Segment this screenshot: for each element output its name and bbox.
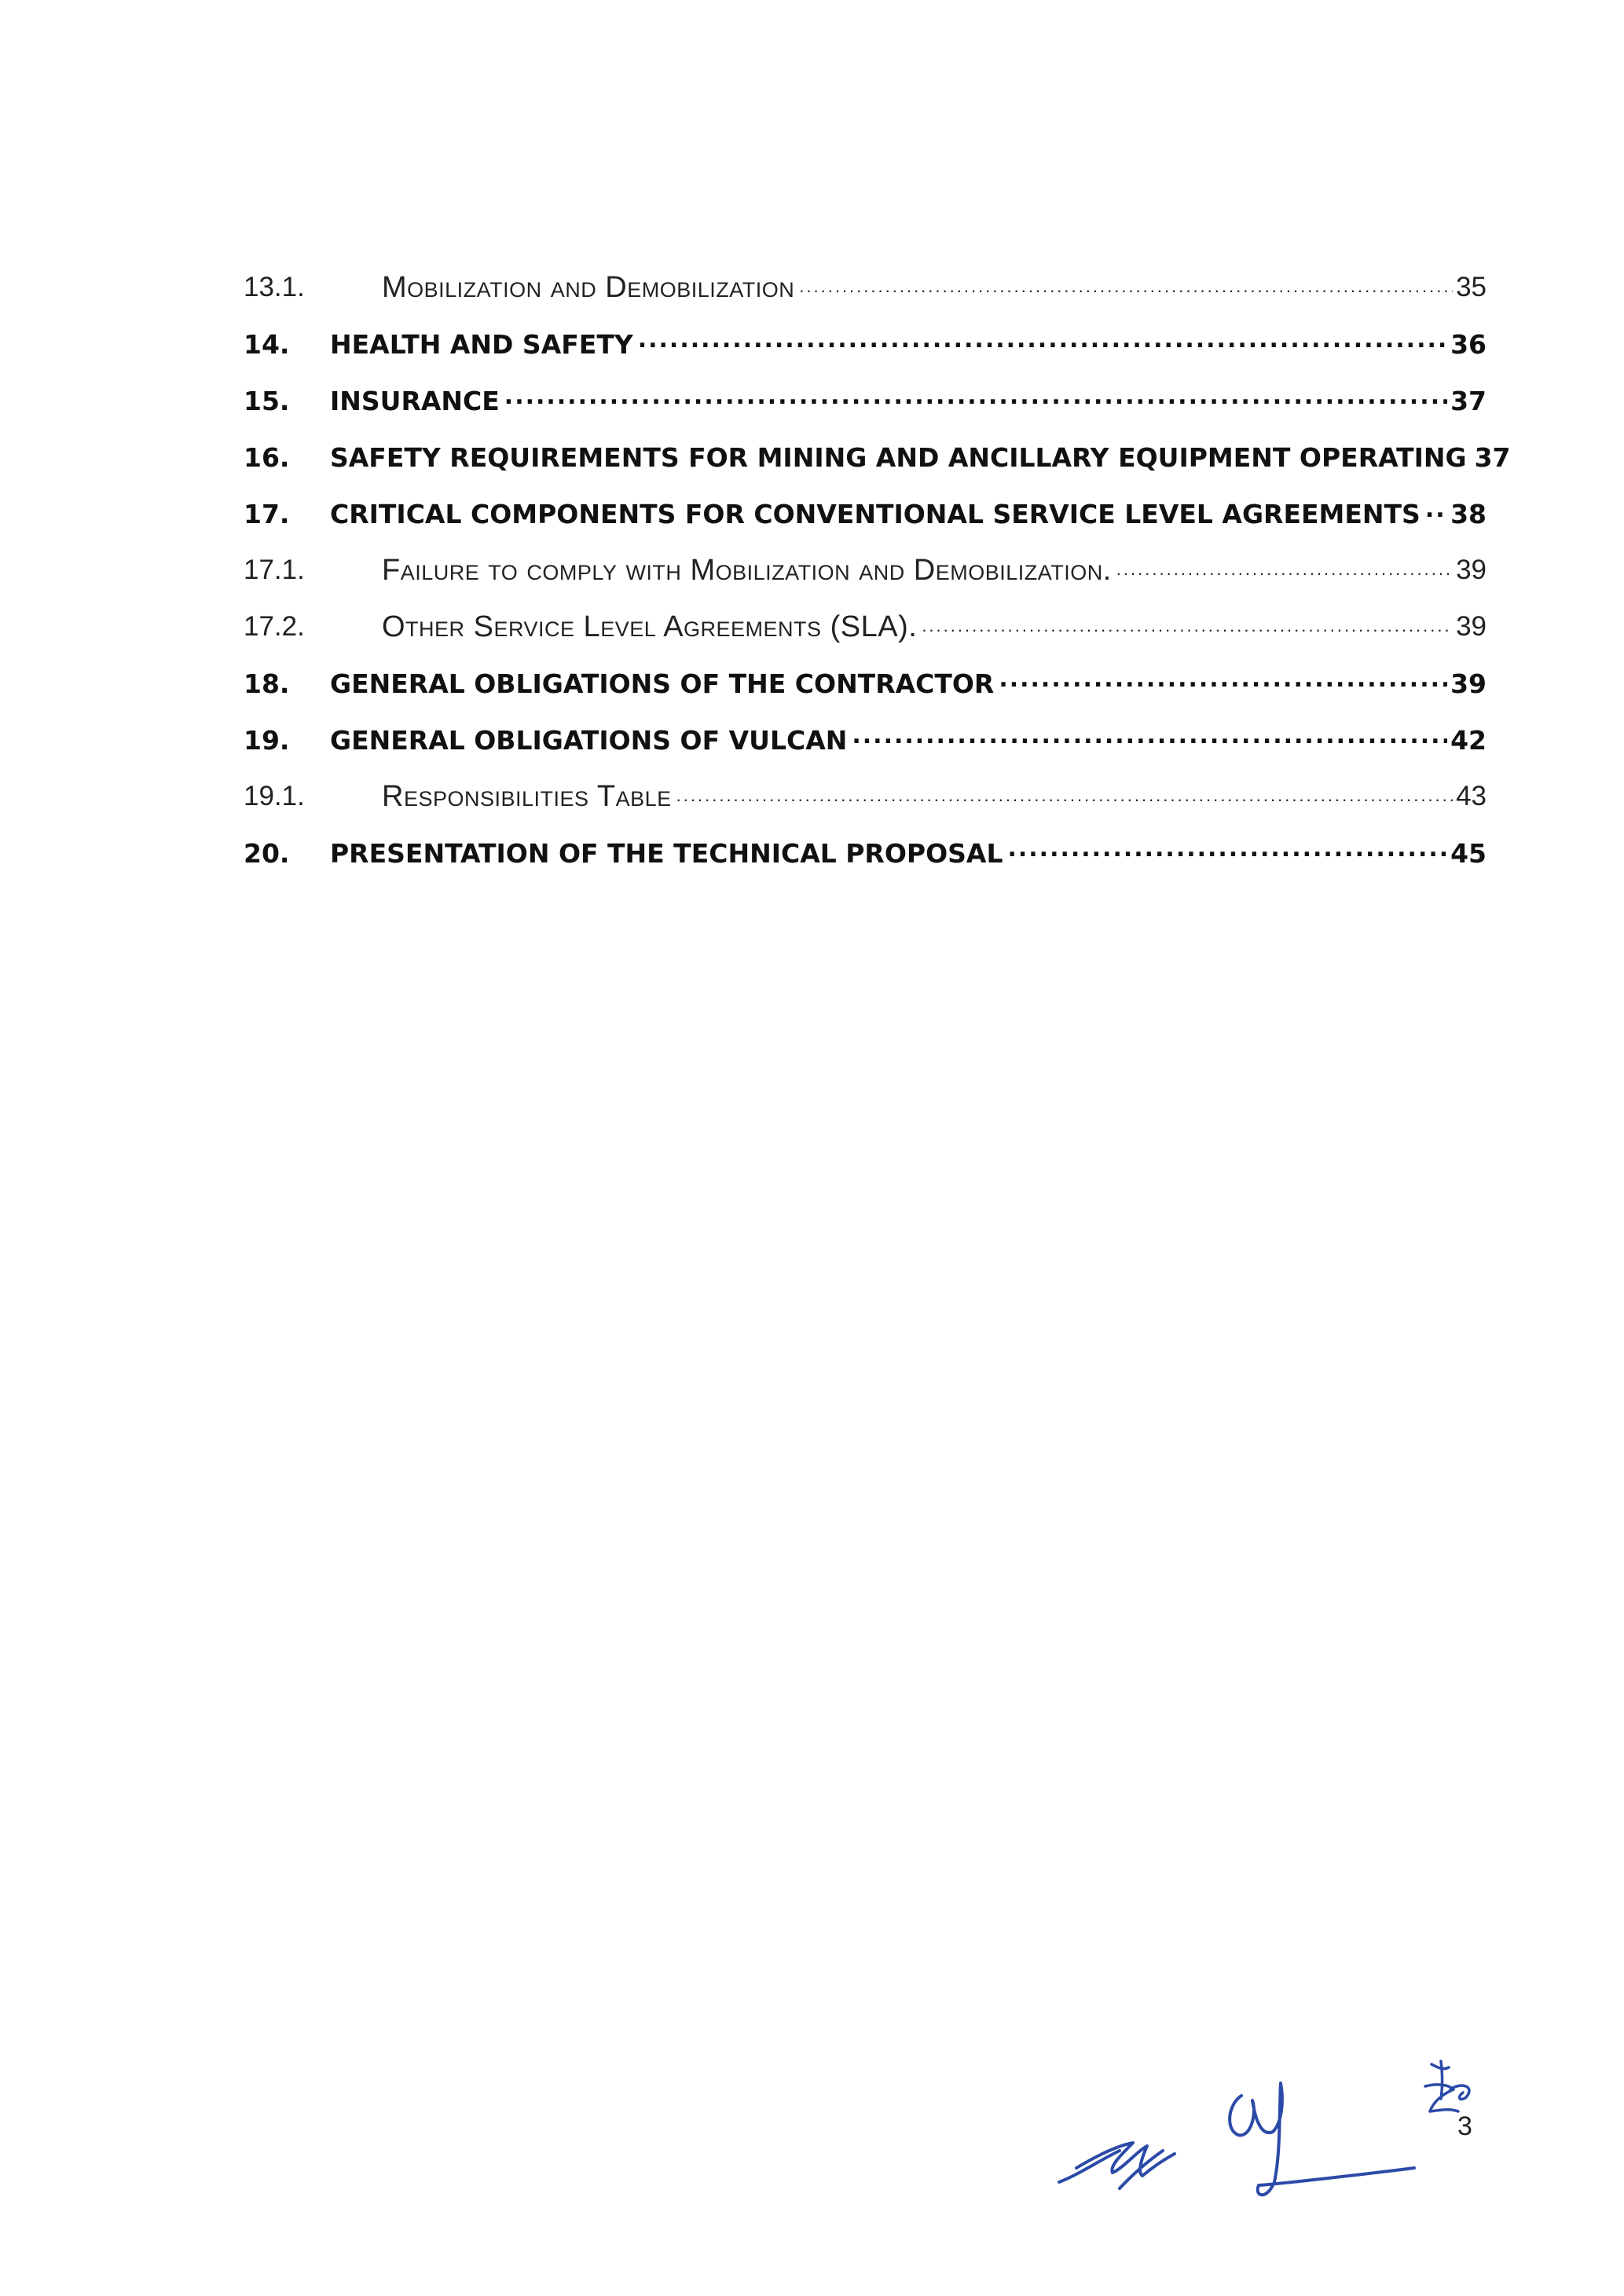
toc-entry-18[interactable] <box>244 655 1487 712</box>
dot-leader <box>676 782 1453 811</box>
toc-entry-17-1[interactable] <box>244 542 1487 599</box>
toc-title: PRESENTATION OF THE TECHNICAL PROPOSAL <box>330 837 1003 869</box>
dot-leader <box>852 726 1447 754</box>
table-of-contents <box>244 259 1511 881</box>
toc-page: 36 <box>1450 328 1487 360</box>
dot-leader <box>1116 556 1453 584</box>
toc-entry-13-1[interactable] <box>244 259 1487 316</box>
dot-leader <box>799 273 1453 302</box>
toc-number: 17.1. <box>244 555 305 585</box>
toc-title: Failure to comply with Mobilization and Demobilization. <box>382 553 1112 587</box>
toc-title: HEALTH AND SAFETY <box>330 328 633 360</box>
toc-page: 43 <box>1456 781 1487 811</box>
toc-number: 20. <box>244 837 290 869</box>
toc-title: GENERAL OBLIGATIONS OF VULCAN <box>330 724 848 756</box>
dot-leader <box>922 613 1453 641</box>
toc-page: 45 <box>1450 837 1487 869</box>
signature-3 <box>1425 2061 1469 2111</box>
toc-title: Responsibilities Table <box>382 779 672 813</box>
toc-number: 17.2. <box>244 611 305 642</box>
toc-entry-20[interactable] <box>244 825 1487 881</box>
dot-leader <box>999 669 1447 698</box>
toc-page: 37 <box>1474 441 1511 473</box>
toc-entry-15[interactable] <box>244 372 1487 429</box>
toc-title: GENERAL OBLIGATIONS OF THE CONTRACTOR <box>330 668 995 699</box>
toc-title: CRITICAL COMPONENTS FOR CONVENTIONAL SERVICE LEVEL AGREEMENTS <box>330 498 1421 529</box>
signature-2 <box>1230 2083 1414 2195</box>
toc-number: 19.1. <box>244 781 305 811</box>
toc-entry-17[interactable] <box>244 485 1487 542</box>
toc-title: Mobilization and Demobilization <box>382 270 795 304</box>
toc-title: SAFETY REQUIREMENTS FOR MINING AND ANCILLARY EQUIPMENT OPERATING <box>330 441 1467 473</box>
dot-leader <box>1425 500 1447 528</box>
toc-entry-14[interactable] <box>244 316 1487 372</box>
toc-title: Other Service Level Agreements (SLA). <box>382 610 918 643</box>
toc-number: 17. <box>244 498 290 529</box>
toc-number: 15. <box>244 385 290 416</box>
toc-title: INSURANCE <box>330 385 500 416</box>
signature-1 <box>1059 2143 1175 2188</box>
toc-number: 18. <box>244 668 290 699</box>
toc-number: 13.1. <box>244 272 305 302</box>
toc-page: 39 <box>1456 555 1487 585</box>
toc-number: 19. <box>244 724 290 756</box>
toc-number: 16. <box>244 441 290 473</box>
dot-leader <box>1007 839 1447 867</box>
dot-leader <box>504 386 1447 415</box>
page-number: 3 <box>1457 2111 1472 2141</box>
dot-leader <box>638 330 1447 358</box>
toc-page: 39 <box>1450 668 1487 699</box>
toc-number: 14. <box>244 328 290 360</box>
toc-entry-16[interactable] <box>244 429 1511 485</box>
toc-page: 42 <box>1450 724 1487 756</box>
toc-page: 37 <box>1450 385 1487 416</box>
toc-page: 35 <box>1456 272 1487 302</box>
toc-page: 38 <box>1450 498 1487 529</box>
toc-entry-19-1[interactable] <box>244 768 1487 825</box>
toc-entry-17-2[interactable] <box>244 599 1487 655</box>
toc-entry-19[interactable] <box>244 712 1487 768</box>
toc-page: 39 <box>1456 611 1487 642</box>
signatures <box>1045 2050 1493 2207</box>
